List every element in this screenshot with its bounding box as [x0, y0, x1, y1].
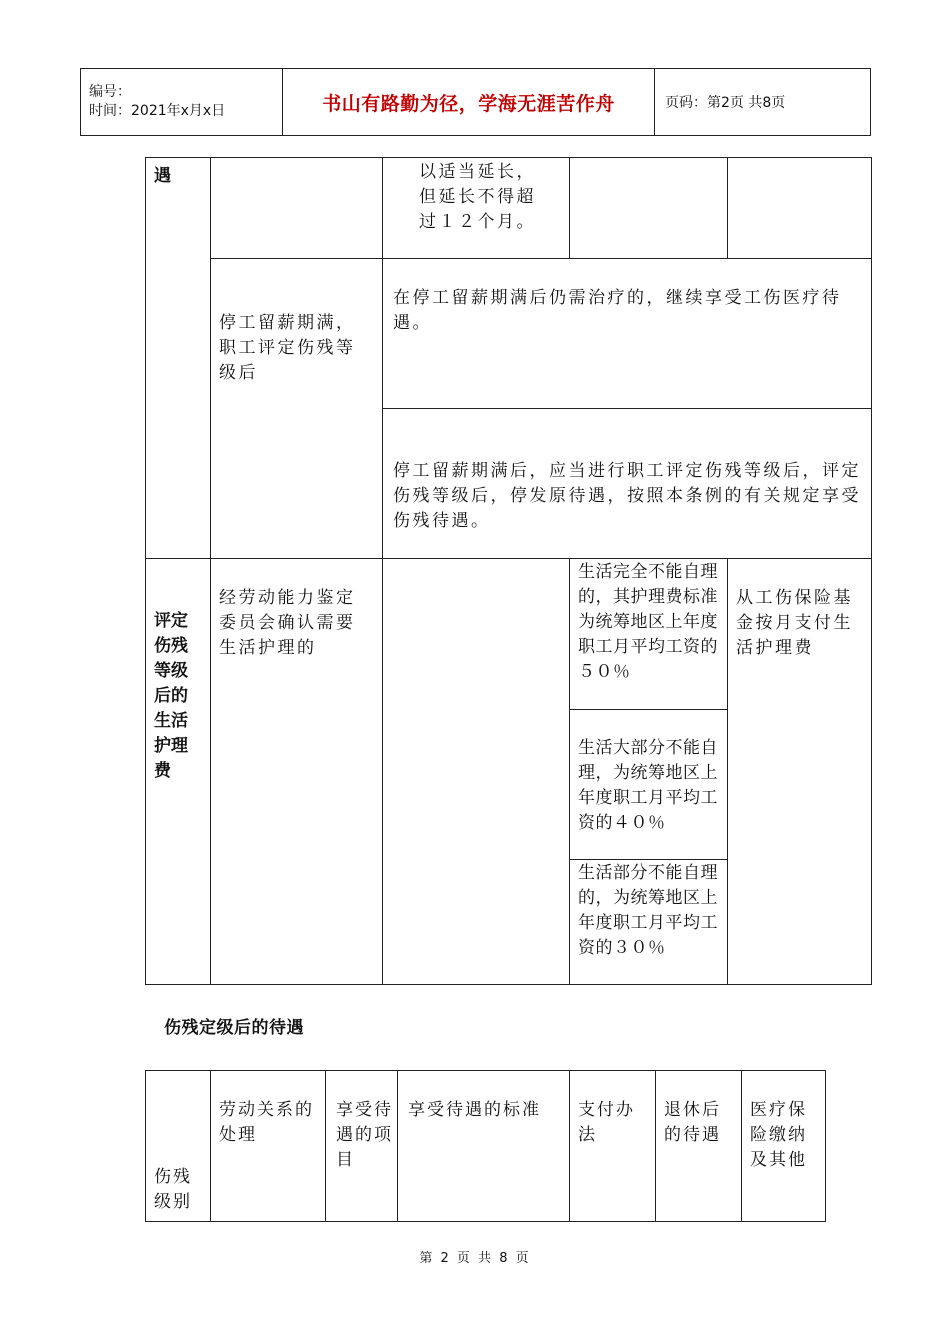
header-retirement-benefit: 退休后的待遇	[656, 1071, 742, 1222]
motto: 书山有路勤为径，学海无涯苦作舟	[283, 69, 655, 136]
empty-cell	[728, 158, 872, 259]
header-benefit-standard: 享受待遇的标准	[398, 1071, 570, 1222]
nursing-level-1: 生活完全不能自理的，其护理费标准为统筹地区上年度职工月平均工资的５０％	[570, 559, 728, 710]
category-cell-tail: 遇	[146, 158, 211, 559]
benefits-table	[145, 157, 872, 985]
disability-grade-table	[145, 1070, 826, 1222]
header-payment-method: 支付办法	[570, 1071, 656, 1222]
nursing-condition: 经劳动能力鉴定委员会确认需要生活护理的	[211, 559, 383, 985]
empty-cell	[211, 158, 383, 259]
nursing-category: 评定伤残等级后的生活护理费	[146, 559, 211, 985]
section-title: 伤残定级后的待遇	[164, 1018, 304, 1038]
page-footer: 第 2 页 共 8 页	[419, 1251, 531, 1266]
after-expiry-text-2: 停工留薪期满后，应当进行职工评定伤残等级后，评定伤残等级后，停发原待遇，按照本条例的有关规定享受伤残待遇。	[383, 409, 872, 559]
header-meta	[81, 69, 283, 136]
header-medical-insurance: 医疗保险缴纳及其他	[742, 1071, 826, 1222]
number-label: 编号：	[89, 84, 131, 100]
empty-cell	[570, 158, 728, 259]
header-disability-grade: 伤残级别	[146, 1071, 211, 1222]
page-code: 页码：第2页 共8页	[655, 69, 871, 136]
nursing-payment: 从工伤保险基金按月支付生活护理费	[728, 559, 872, 985]
nursing-level-2: 生活大部分不能自理，为统筹地区上年度职工月平均工资的４０％	[570, 710, 728, 860]
empty-cell	[383, 559, 570, 985]
header-labor-relation: 劳动关系的处理	[211, 1071, 326, 1222]
nursing-level-3: 生活部分不能自理的，为统筹地区上年度职工月平均工资的３０％	[570, 860, 728, 985]
page-header	[80, 68, 871, 136]
after-expiry-condition: 停工留薪期满，职工评定伤残等级后	[211, 259, 383, 559]
extension-text: 以适当延长，但延长不得超过１２个月。	[383, 158, 570, 259]
time-label: 时间：2021年x月x日	[89, 103, 226, 119]
after-expiry-text-1: 在停工留薪期满后仍需治疗的，继续享受工伤医疗待遇。	[383, 259, 872, 409]
header-benefit-items: 享受待遇的项目	[326, 1071, 398, 1222]
